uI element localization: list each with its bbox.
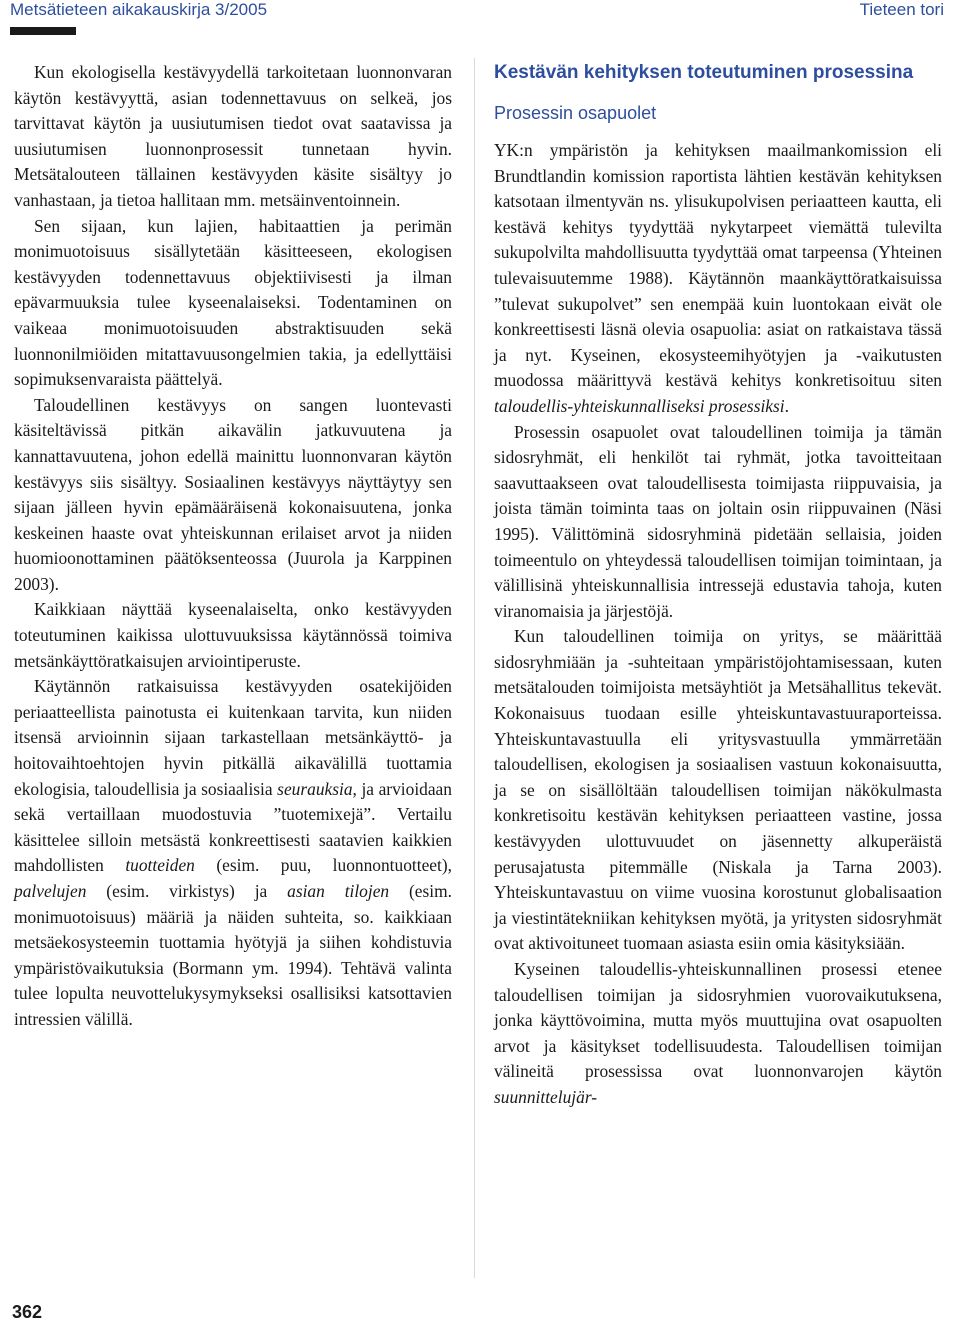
paragraph: Kun taloudellinen toimija on yritys, se määrittää sidosryhmiään ja -suhteitaan ympäristöjohtamisessaan, kuten metsätalouden toimijoista metsäyhtiöt ja Metsähallitus tekevät. Kokonaisuus tuodaan esille yhteiskuntavastuuraporteissa. Yhteiskuntavastuulla eli yritysvastuulla ymmärretään taloudellisen, ekologisen ja sosiaalisen vastuun kokonaisuutta, ja se on sisällöltään taloudellisen toimijan näkökulmasta konkretisoitu kestävän kehityksen periaatteen vastine, jossa kestävyyden ulottuvuudet on jäsennetty alkuperäistä perusajatusta pitemmälle (Niskala ja Tarna 2003). Yhteiskuntavastuu on viime vuosina korostunut globalisaation ja viestintätekniikan kehityksen myötä, ja yritysten sidosryhmät ovat aktivoituneet tuomaan asiasta esiin omia käsityksiään. [494,626,942,954]
paragraph [14,674,452,1032]
paragraph [494,957,942,1111]
page-number: 362 [12,1302,43,1322]
section-subheading: Prosessin osapuolet [494,103,657,123]
italic-term: tuotteiden [125,855,195,876]
paragraph: Kaikkiaan näyttää kyseenalaiselta, onko kestävyyden toteutuminen kaikissa ulottuvuuksissa käytännössä toimiva metsänkäyttöratkaisujen arviointiperuste. [14,599,452,671]
header-bar [10,27,76,35]
paragraph: Taloudellinen kestävyys on sangen luontevasti käsiteltävissä pitkän aikavälin jatkuvuutena ja kannattavuutena, johon edellä mainittu luonnonvaran käytön kestävyys siis sisältyy. Sosiaalinen kestävyys näyttäytyy sen sijaan jälleen hyvin epämääräisenä kokonaisuutena, jonka keskeinen haaste ovat yhteiskunnan erilaiset arvot ja niiden huomioonottaminen päätöksenteossa (Juurola ja Karppinen 2003). [14,394,452,594]
section-title: Tieteen tori [859,0,944,19]
section-heading: Kestävän kehityksen toteutuminen prosessina [494,62,914,83]
right-column [494,60,942,1111]
text-run: (esim. virkistys) ja [86,881,288,901]
text-run: (esim. puu, luonnontuotteet), [194,855,452,876]
italic-term: suunnittelujär- [494,1086,598,1107]
text-run: . [784,395,789,416]
paragraph: Sen sijaan, kun lajien, habitaattien ja perimän monimuotoisuus sisällytetään käsitteeseen, ekologisen kestävyyden todennettavuus objektiivisesti ja ilman epävarmuuksia tulee kyseenalaiseksi. Todentaminen on vaikeaa monimuotoisuuden abstraktisuuden sekä luonnonilmiöiden mitattavuusongelmien takia, ja edellyttäisi sopimuksenvaraista päättelyä. [14,215,452,390]
paragraph: Prosessin osapuolet ovat taloudellinen toimija ja tämän sidosryhmät, eli henkilöt tai ryhmät, jotka tavoitteitaan saavuttaakseen ovat taloudellisesta toimijasta riippuvaisia, ja joista tämän toiminta taas on joltain osin riippuvainen (Näsi 1995). Välittöminä sidosryhminä pidetään sellaisia, joiden toimeentulo on yhteydessä taloudellisen toimijan toimintaan, ja välillisinä yhteiskunnallisia intressejä edustavia tahoja, kuten viranomaisia ja järjestöjä. [494,421,942,621]
italic-term: palvelujen [14,881,87,901]
italic-term: asian tilojen [287,881,390,901]
text-run: Kyseinen taloudellis-yhteiskunnallinen prosessi etenee taloudellisen toimijan ja sidosryhmien vuorovaikutuksena, jonka käyttövoimina, mutta myös muuttujina ovat osapuolten arvot ja käsitykset todellisuudesta. Taloudellisen toimijan välineitä prosessissa ovat luonnonvarojen käytön [494,959,942,1082]
paragraph: Kun ekologisella kestävyydellä tarkoitetaan luonnonvaran käytön kestävyyttä, asian todennettavuus on selkeä, jos tarvittavat käytön ja uusiutumisen tiedot ovat saatavissa ja uusiutumisen luonnonprosessit tunnetaan hyvin. Metsätalouteen tällainen kestävyyden käsite sisältyy jo vanhastaan, ja tietoa hallitaan mm. metsäinventoinnein. [14,62,452,210]
text-run: Käytännön ratkaisuissa kestävyyden osatekijöiden periaatteellista painotusta ei kuitenkaan tarvita, kun niiden itsensä arvioinnin sijaan tarkastellaan metsänkäyttö- ja hoitovaihtoehtojen hyvin pitkällä aikavälillä tuottamia ekologisia, taloudellisia ja sosiaalisia [14,676,452,799]
left-column [14,60,452,1033]
text-run: , ja arvioidaan sekä vertaillaan muodostuvia ”tuotemixejä”. Vertailu käsittelee silloin metsästä konkreettisesti saatavien kaikkien mahdollisten [14,778,452,876]
running-header [0,0,960,22]
text-run: (esim. monimuotoisuus) määriä ja näiden suhteita, so. kaikkiaan metsäekosysteemin tuottamia hyötyjä ja siihen kohdistuvia ympäristövaikutuksia (Bormann ym. 1994). Tehtävä valinta tulee lopulta neuvottelukysymykseksi osallisiksi katsottavien intressien välillä. [14,881,452,1029]
paragraph [494,138,942,420]
italic-term: taloudellis-yhteiskunnalliseksi prosessiksi [494,395,785,416]
italic-term: seurauksia [277,778,353,799]
text-run: YK:n ympäristön ja kehityksen maailmankomission eli Brundtlandin komission raportista lähtien kestävän kehityksen katsotaan ilmentyvän ns. ylisukupolvisen periaatteen kautta, eli kestävä kehitys tyydyttää nykytarpeet viemättä tulevilta sukupolvilta mahdollisuutta tyydyttää omat tarpeensa (Yhteinen tulevaisuutemme 1988). Käytännön maankäyttöratkaisuissa ”tulevat sukupolvet” sen enempää kuin luontokaan eivät ole konkreettisesti läsnä olevia osapuolia: asiat on ratkaistava tässä ja nyt. Kyseinen, ekosysteemihyötyjen ja -vaikutusten muodossa määrittyvä kestävä kehitys konkretisoituu siten [494,140,942,391]
journal-title: Metsätieteen aikakauskirja 3/2005 [10,0,268,19]
column-divider [474,58,475,1278]
